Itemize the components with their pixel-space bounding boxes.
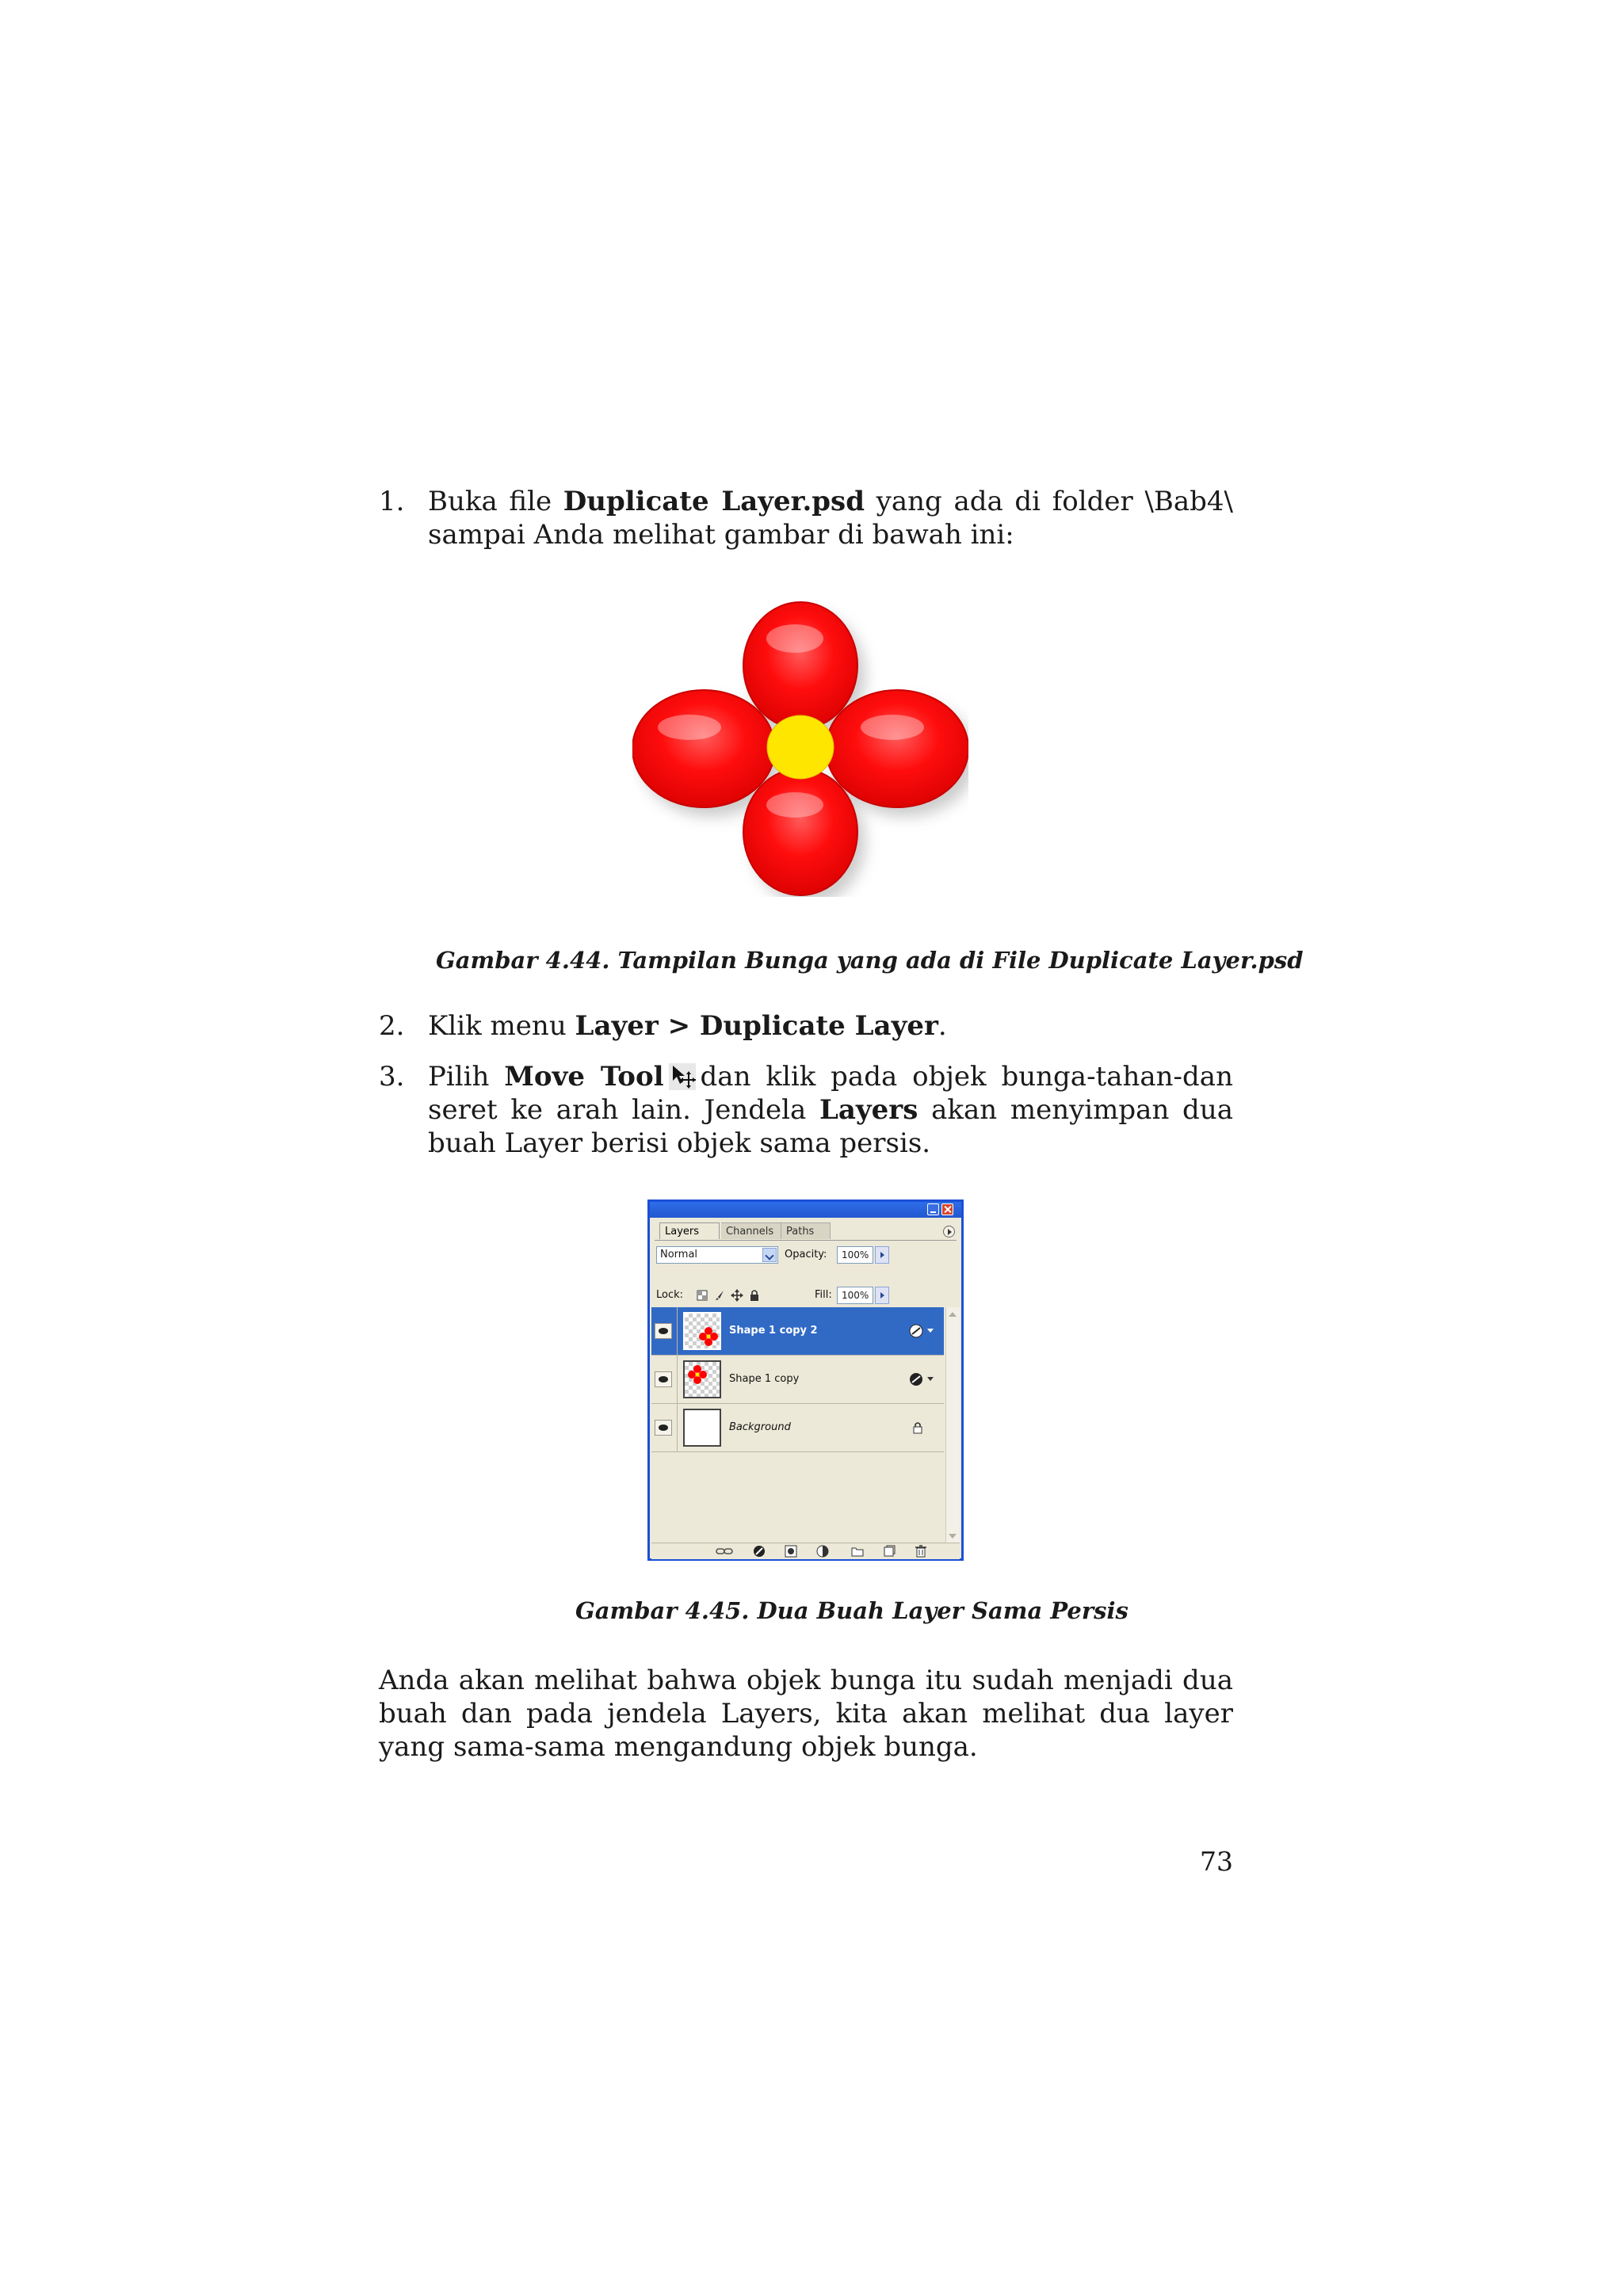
layer-style-icon[interactable] [909, 1324, 923, 1338]
expand-arrow-icon[interactable] [927, 1329, 934, 1333]
blend-mode-select[interactable] [656, 1246, 778, 1264]
flower-petal-bottom [743, 769, 857, 895]
eye-icon[interactable] [655, 1420, 672, 1436]
lock-move-icon[interactable] [731, 1289, 743, 1302]
expand-arrow-icon[interactable] [927, 1377, 934, 1381]
step-number: 2. [379, 1010, 405, 1042]
adjustment-layer-icon[interactable] [816, 1545, 829, 1558]
flower-petal-top [743, 602, 857, 729]
layer-row-background[interactable] [651, 1404, 944, 1452]
palette-titlebar[interactable] [650, 1202, 961, 1218]
flower-center [767, 715, 834, 779]
layers-scrollbar[interactable] [945, 1307, 960, 1543]
layer-thumbnail [683, 1312, 721, 1350]
lock-label: Lock: [656, 1289, 684, 1301]
move-tool-icon [669, 1063, 696, 1090]
layers-list [651, 1307, 944, 1554]
new-group-icon[interactable] [851, 1545, 864, 1558]
figure-caption-1: Gambar 4.44. Tampilan Bunga yang ada di File Duplicate Layer.psd [436, 947, 1304, 974]
layer-name: Background [729, 1421, 791, 1433]
new-layer-icon[interactable] [883, 1545, 896, 1558]
layer-row-shape-1-copy[interactable] [651, 1356, 944, 1404]
tab-paths[interactable]: Paths [781, 1222, 831, 1239]
eye-icon[interactable] [655, 1371, 672, 1387]
close-icon[interactable] [941, 1203, 953, 1215]
scroll-down-icon[interactable] [948, 1531, 957, 1541]
layer-thumbnail [683, 1409, 721, 1447]
step-text: Pilih Move Tool dan klik pada objek bunga-tahan-dan seret ke arah lain. Jendela Layers akan menyimpan dua buah Layer berisi objek sama persis. [428, 1061, 1233, 1159]
lock-icon [911, 1421, 924, 1434]
tab-layers[interactable]: Layers [659, 1222, 720, 1239]
layer-name: Shape 1 copy [729, 1373, 800, 1385]
layer-style-icon[interactable] [909, 1372, 923, 1386]
flower-petal-left [632, 690, 775, 807]
fill-arrow-icon[interactable] [875, 1287, 889, 1304]
fill-field[interactable]: 100% [837, 1287, 873, 1304]
lock-transparency-icon[interactable] [696, 1289, 708, 1302]
fill-label: Fill: [815, 1289, 832, 1301]
opacity-arrow-icon[interactable] [875, 1246, 889, 1264]
scroll-up-icon[interactable] [948, 1310, 957, 1319]
add-layer-style-icon[interactable] [753, 1545, 766, 1558]
layers-palette [647, 1199, 964, 1561]
opacity-label: Opacity: [785, 1249, 827, 1261]
step-text: Buka file Duplicate Layer.psd yang ada di folder \Bab4\ sampai Anda melihat gambar di bawah ini: [428, 486, 1234, 551]
opacity-field[interactable]: 100% [837, 1246, 873, 1264]
palette-menu-icon[interactable] [943, 1226, 955, 1238]
lock-brush-icon[interactable] [713, 1289, 726, 1302]
figure-caption-2: Gambar 4.45. Dua Buah Layer Sama Persis [575, 1597, 1128, 1624]
chevron-down-icon [762, 1248, 777, 1262]
layer-row-shape-1-copy-2[interactable] [651, 1307, 944, 1356]
blend-mode-value: Normal [660, 1249, 698, 1261]
step-number: 1. [379, 486, 405, 517]
page-number: 73 [1200, 1846, 1233, 1877]
closing-paragraph: Anda akan melihat bahwa objek bunga itu sudah menjadi dua buah dan pada jendela Layers, kita akan melihat dua layer yang sama-sama mengandung objek bunga. [379, 1665, 1233, 1763]
lock-all-icon[interactable] [748, 1289, 761, 1302]
layer-name: Shape 1 copy 2 [729, 1325, 818, 1337]
palette-window [647, 1199, 964, 1561]
minimize-icon[interactable] [927, 1203, 939, 1215]
palette-tabs [655, 1222, 957, 1241]
step-text: Klik menu Layer > Duplicate Layer. [428, 1010, 947, 1042]
flower-thumbnail-icon [685, 1314, 720, 1348]
tab-channels[interactable]: Channels [721, 1222, 781, 1239]
step-number: 3. [379, 1061, 405, 1093]
layer-thumbnail [683, 1360, 721, 1398]
add-mask-icon[interactable] [785, 1545, 797, 1558]
flower-petal-right [826, 690, 968, 807]
palette-bottom-toolbar [651, 1543, 960, 1559]
flower-thumbnail-icon [685, 1362, 720, 1397]
flower-image [632, 601, 968, 897]
link-layers-icon[interactable] [715, 1545, 734, 1558]
trash-icon[interactable] [915, 1545, 927, 1558]
eye-icon[interactable] [655, 1323, 672, 1339]
